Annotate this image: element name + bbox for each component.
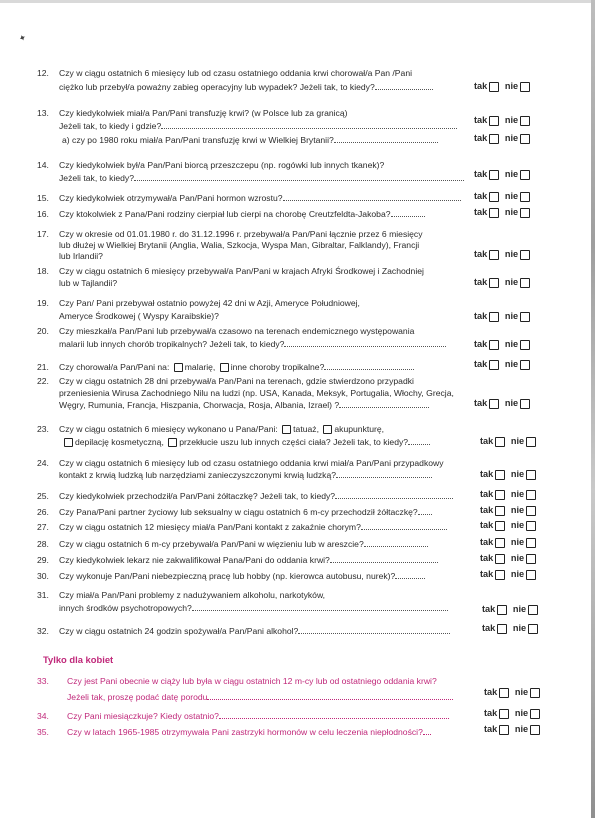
fill-line [283, 193, 461, 201]
no-label: nie [504, 169, 519, 179]
no-label: nie [504, 249, 519, 259]
option-label: malarię, [184, 362, 216, 372]
question-text: Czy Pani miesiączkuje? Kiedy ostatnio? [67, 711, 219, 721]
answer-group [484, 708, 560, 720]
yes-label: tak [480, 520, 494, 530]
fill-line [408, 437, 430, 445]
question-number: 15. [37, 193, 49, 203]
yes-label: tak [474, 133, 488, 143]
answer-group [474, 169, 550, 181]
question-text: ciężko lub przebył/a poważny zabieg operacyjny lub wypadek? Jeżeli tak, to kiedy? [59, 82, 375, 92]
yes-checkbox[interactable] [499, 709, 509, 719]
no-label: nie [514, 687, 529, 697]
no-label: nie [504, 339, 519, 349]
no-label: nie [504, 311, 519, 321]
no-label: nie [504, 207, 519, 217]
question-text: Czy w ciągu ostatnich 28 dni przebywał/a Pan/Pani na terenach, gdzie stwierdzono przypadki [59, 376, 414, 386]
yes-checkbox[interactable] [499, 688, 509, 698]
answer-group [474, 249, 550, 261]
no-checkbox[interactable] [526, 521, 536, 531]
answer-group [474, 115, 550, 127]
question-number: 21. [37, 362, 49, 372]
fill-line [364, 539, 428, 547]
no-checkbox[interactable] [520, 278, 530, 288]
no-checkbox[interactable] [520, 399, 530, 409]
question-text: Czy Pana/Pani partner życiowy lub seksualny w ciągu ostatnich 6 m-cy przechodził żółtaczkę? [59, 507, 418, 517]
question-number: 26. [37, 507, 49, 517]
depilation-checkbox[interactable] [64, 438, 73, 447]
no-label: nie [504, 133, 519, 143]
yes-label: tak [474, 339, 488, 349]
no-checkbox[interactable] [520, 312, 530, 322]
no-label: nie [504, 359, 519, 369]
question-subitem: a) czy po 1980 roku miał/a Pan/Pani transfuzję krwi w Wielkiej Brytanii? [62, 135, 334, 145]
answer-group [480, 520, 556, 532]
yes-label: tak [480, 569, 494, 579]
no-label: nie [504, 115, 519, 125]
yes-label: tak [480, 489, 494, 499]
question-number: 23. [37, 424, 49, 434]
yes-label: tak [474, 359, 488, 369]
yes-label: tak [480, 436, 494, 446]
question-text: kontakt z krwią ludzką lub narzędziami zanieczyszczonymi krwią ludzką? [59, 470, 337, 480]
question-text: Czy w ciągu ostatnich 6 miesięcy przebywał/a Pan/Pani w krajach Afryki Środkowej i Zachodniej [59, 266, 424, 276]
fill-line [324, 362, 414, 370]
option-label: depilację kosmetyczną, [75, 437, 164, 447]
yes-label: tak [474, 311, 488, 321]
answer-group [474, 359, 550, 371]
no-checkbox[interactable] [526, 470, 536, 480]
answer-group [484, 687, 560, 699]
question-text: lub Irlandii? [59, 251, 103, 261]
question-text: Czy kiedykolwiek otrzymywał/a Pan/Pani hormon wzrostu? [59, 193, 283, 203]
yes-label: tak [474, 81, 488, 91]
question-text: Czy w ciągu ostatnich 6 m-cy przebywał/a Pan/Pani w więzieniu lub w areszcie? [59, 539, 364, 549]
question-text: Czy wykonuje Pan/Pani niebezpieczną pracę lub hobby (np. kierowca autobusu, nurek)? [59, 571, 396, 581]
question-text: Jeżeli tak, to kiedy i gdzie? [59, 121, 162, 131]
no-label: nie [514, 724, 529, 734]
question-number: 34. [37, 711, 49, 721]
no-checkbox[interactable] [526, 570, 536, 580]
answer-group [474, 133, 550, 145]
no-label: nie [504, 191, 519, 201]
question-text: Czy w ciągu ostatnich 6 miesięcy lub od czasu ostatniego oddania krwi chorował/a Pan /Pani [59, 68, 413, 78]
yes-label: tak [482, 604, 496, 614]
yes-checkbox[interactable] [489, 134, 499, 144]
answer-group [480, 569, 556, 581]
question-text: Czy jest Pani obecnie w ciąży lub była w ciągu ostatnich 12 m-cy lub od ostatniego oddania krwi? [67, 676, 437, 686]
fill-line [336, 470, 432, 478]
page-right-edge [591, 0, 595, 818]
yes-checkbox[interactable] [489, 278, 499, 288]
no-checkbox[interactable] [520, 250, 530, 260]
no-checkbox[interactable] [530, 688, 540, 698]
question-number: 31. [37, 590, 49, 600]
no-label: nie [512, 604, 527, 614]
question-number: 13. [37, 108, 49, 118]
question-number: 17. [37, 229, 49, 239]
yes-checkbox[interactable] [489, 170, 499, 180]
yes-label: tak [480, 537, 494, 547]
yes-label: tak [480, 505, 494, 515]
question-number: 29. [37, 555, 49, 565]
yes-checkbox[interactable] [489, 340, 499, 350]
page-top-edge [0, 0, 595, 3]
question-number: 32. [37, 626, 49, 636]
fill-line [339, 400, 429, 408]
answer-group [482, 623, 558, 635]
no-checkbox[interactable] [520, 134, 530, 144]
fill-line [192, 603, 448, 611]
answer-group [480, 553, 556, 565]
yes-label: tak [484, 708, 498, 718]
answer-group [484, 724, 560, 736]
answer-group [474, 311, 550, 323]
piercing-checkbox[interactable] [168, 438, 177, 447]
fill-line [361, 522, 447, 530]
question-number: 19. [37, 298, 49, 308]
fill-line [395, 571, 425, 579]
question-text: Czy miał/a Pan/Pani problemy z nadużywaniem alkoholu, narkotyków, [59, 590, 326, 600]
yes-checkbox[interactable] [489, 360, 499, 370]
question-text: Czy w ciągu ostatnich 6 miesięcy lub od czasu ostatniego oddania krwi miał/a Pan/Pani przypadkowy [59, 458, 444, 468]
question-text: lub w Tajlandii? [59, 278, 118, 288]
no-checkbox[interactable] [526, 538, 536, 548]
yes-checkbox[interactable] [489, 116, 499, 126]
answer-group [480, 469, 556, 481]
answer-group [474, 277, 550, 289]
question-text: Czy kiedykolwiek lekarz nie zakwalifikował Pana/Pani do oddania krwi? [59, 555, 330, 565]
fill-line [219, 711, 449, 719]
fill-line [418, 507, 432, 515]
yes-checkbox[interactable] [489, 399, 499, 409]
question-text: Jeżeli tak, to kiedy? [333, 437, 409, 447]
yes-label: tak [474, 398, 488, 408]
question-text: Jeżeli tak, proszę podać datę porodu [67, 692, 208, 702]
no-label: nie [510, 469, 525, 479]
no-checkbox[interactable] [520, 82, 530, 92]
yes-checkbox[interactable] [495, 538, 505, 548]
answer-group [480, 489, 556, 501]
no-label: nie [510, 553, 525, 563]
answer-group [474, 398, 550, 410]
yes-label: tak [474, 249, 488, 259]
answer-group [474, 191, 550, 203]
no-label: nie [512, 623, 527, 633]
no-checkbox[interactable] [528, 624, 538, 634]
question-number: 12. [37, 68, 49, 78]
answer-group [480, 505, 556, 517]
no-checkbox[interactable] [520, 192, 530, 202]
question-text: Czy ktokolwiek z Pana/Pani rodziny cierpiał lub cierpi na chorobę Creutzfeldta-Jakoba? [59, 209, 391, 219]
option-label: tatuaż, [293, 424, 319, 434]
answer-group [474, 339, 550, 351]
question-number: 16. [37, 209, 49, 219]
option-label: przekłucie uszu lub innych części ciała? [179, 437, 331, 447]
question-text: Czy kiedykolwiek przechodził/a Pan/Pani żółtaczkę? Jeżeli tak, to kiedy? [59, 491, 336, 501]
fill-line [334, 135, 438, 143]
question-number: 24. [37, 458, 49, 468]
yes-checkbox[interactable] [489, 208, 499, 218]
no-checkbox[interactable] [526, 506, 536, 516]
question-text: przeniesienia Wirusa Zachodniego Nilu na ludzi (np. USA, Kanada, Meksyk, Portugalia, Włochy, Grecja, [59, 388, 454, 398]
question-number: 28. [37, 539, 49, 549]
fill-line [375, 82, 433, 90]
question-text: Czy w ciągu ostatnich 24 godzin spożywał/a Pan/Pani alkohol? [59, 626, 299, 636]
no-checkbox[interactable] [520, 360, 530, 370]
question-number: 22. [37, 376, 49, 386]
yes-label: tak [484, 687, 498, 697]
no-label: nie [510, 489, 525, 499]
yes-checkbox[interactable] [499, 725, 509, 735]
yes-checkbox[interactable] [489, 250, 499, 260]
yes-checkbox[interactable] [495, 506, 505, 516]
no-label: nie [510, 520, 525, 530]
question-text: Czy w okresie od 01.01.1980 r. do 31.12.1996 r. przebywał/a Pan/Pani łącznie przez 6 miesięcy [59, 229, 423, 239]
question-text: Czy mieszkał/a Pan/Pani lub przebywał/a czasowo na terenach endemicznego występowania [59, 326, 415, 336]
fill-line [335, 491, 453, 499]
no-label: nie [510, 537, 525, 547]
no-checkbox[interactable] [530, 725, 540, 735]
no-checkbox[interactable] [520, 116, 530, 126]
question-number: 20. [37, 326, 49, 336]
yes-checkbox[interactable] [495, 554, 505, 564]
no-label: nie [514, 708, 529, 718]
answer-group [482, 604, 558, 616]
no-label: nie [510, 436, 525, 446]
question-number: 18. [37, 266, 49, 276]
question-text: innych środków psychotropowych? [59, 603, 192, 613]
question-number: 35. [37, 727, 49, 737]
question-text: Czy w latach 1965-1985 otrzymywała Pani zastrzyki hormonów w celu leczenia niepłodności? [67, 727, 423, 737]
tattoo-checkbox[interactable] [282, 425, 291, 434]
yes-checkbox[interactable] [497, 624, 507, 634]
no-checkbox[interactable] [526, 554, 536, 564]
fill-line [391, 209, 425, 217]
yes-checkbox[interactable] [489, 82, 499, 92]
malaria-checkbox[interactable] [174, 363, 183, 372]
answer-group [474, 207, 550, 219]
no-checkbox[interactable] [528, 605, 538, 615]
question-number: 25. [37, 491, 49, 501]
yes-checkbox[interactable] [495, 470, 505, 480]
yes-label: tak [484, 724, 498, 734]
question-number: 27. [37, 522, 49, 532]
question-text: Czy Pan/ Pani przebywał ostatnio powyżej 42 dni w Azji, Ameryce Południowej, [59, 298, 360, 308]
fill-line [298, 626, 450, 634]
fill-line [161, 121, 457, 129]
yes-label: tak [482, 623, 496, 633]
question-number: 30. [37, 571, 49, 581]
yes-checkbox[interactable] [495, 570, 505, 580]
yes-label: tak [480, 469, 494, 479]
question-text: Czy kiedykolwiek miał/a Pan/Pani transfuzję krwi? (w Polsce lub za granicą) [59, 108, 348, 118]
question-text: malarii lub innych chorób tropikalnych? Jeżeli tak, to kiedy? [59, 339, 285, 349]
option-label: inne choroby tropikalne? [230, 362, 325, 372]
yes-checkbox[interactable] [497, 605, 507, 615]
answer-group [474, 81, 550, 93]
tropical-disease-checkbox[interactable] [220, 363, 229, 372]
no-label: nie [504, 277, 519, 287]
yes-label: tak [474, 169, 488, 179]
no-label: nie [504, 81, 519, 91]
corner-mark: ✦ [17, 31, 29, 45]
no-checkbox[interactable] [520, 170, 530, 180]
women-section-title: Tylko dla kobiet [43, 654, 114, 665]
acupuncture-checkbox[interactable] [323, 425, 332, 434]
yes-label: tak [480, 553, 494, 563]
no-label: nie [504, 398, 519, 408]
no-label: nie [510, 569, 525, 579]
yes-checkbox[interactable] [495, 521, 505, 531]
no-checkbox[interactable] [520, 340, 530, 350]
answer-group [480, 436, 556, 448]
yes-label: tak [474, 277, 488, 287]
question-number: 33. [37, 676, 49, 686]
question-text: Czy w ciągu ostatnich 6 miesięcy wykonano u Pana/Pani: [59, 424, 278, 434]
fill-line [207, 692, 453, 700]
fill-line [284, 339, 446, 347]
fill-line [423, 727, 431, 735]
question-text: Jeżeli tak, to kiedy? [59, 173, 134, 183]
no-checkbox[interactable] [526, 490, 536, 500]
yes-checkbox[interactable] [489, 312, 499, 322]
question-text: Czy chorował/a Pan/Pani na: [59, 362, 170, 372]
question-text: lub dłużej w Wielkiej Brytanii (Anglia, Walia, Szkocja, Wyspa Man, Gibraltar, Falklandy), Francji [59, 240, 420, 250]
question-text: Czy w ciągu ostatnich 12 miesięcy miał/a Pan/Pani kontakt z zakaźnie chorym? [59, 522, 361, 532]
question-number: 14. [37, 160, 49, 170]
fill-line [330, 555, 438, 563]
yes-label: tak [474, 207, 488, 217]
option-label: akupunkturę, [334, 424, 385, 434]
answer-group [480, 537, 556, 549]
no-checkbox[interactable] [526, 437, 536, 447]
question-text: Czy kiedykolwiek był/a Pan/Pani biorcą przeszczepu (np. rogówki lub innych tkanek)? [59, 160, 385, 170]
yes-label: tak [474, 191, 488, 201]
yes-checkbox[interactable] [495, 437, 505, 447]
no-label: nie [510, 505, 525, 515]
yes-label: tak [474, 115, 488, 125]
yes-checkbox[interactable] [489, 192, 499, 202]
fill-line [134, 173, 464, 181]
no-checkbox[interactable] [530, 709, 540, 719]
no-checkbox[interactable] [520, 208, 530, 218]
question-text: Ameryce Środkowej ( Wyspy Karaibskie)? [59, 311, 219, 321]
yes-checkbox[interactable] [495, 490, 505, 500]
question-text: Węgry, Rumunia, Francja, Hiszpania, Chorwacja, Rosja, Albania, Izrael) ? [59, 400, 340, 410]
